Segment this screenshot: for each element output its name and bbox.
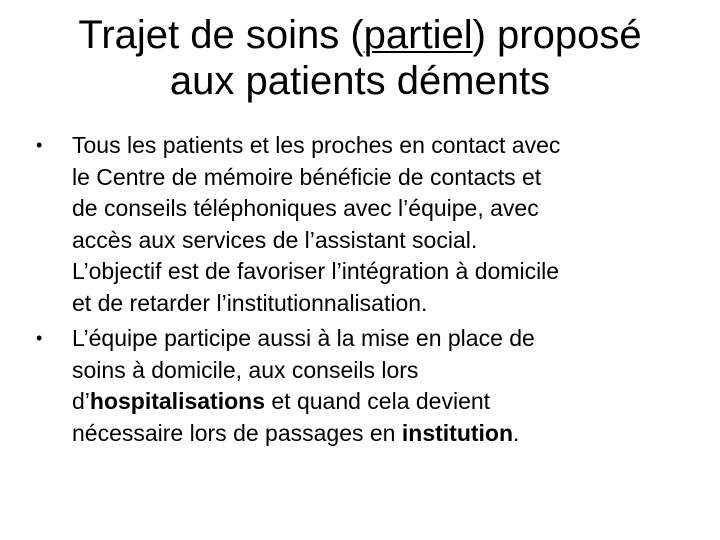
title-line-1 <box>30 12 690 58</box>
title-text: ) proposé <box>472 13 642 57</box>
bullet-line: le Centre de mémoire bénéficie de contacts et <box>72 163 542 190</box>
bullet-text-part: et quand cela devient <box>265 388 491 414</box>
bullet-marker: • <box>36 135 43 155</box>
bullet-text-part: . <box>513 419 520 446</box>
bullet-line: de conseils téléphoniques avec l’équipe, avec <box>72 195 539 221</box>
bold-term-institution: institution <box>401 419 514 446</box>
slide-body <box>30 130 690 453</box>
bullet-text-part: d’ <box>72 388 90 414</box>
bullet-line <box>72 386 690 418</box>
bullet-marker: • <box>36 328 43 348</box>
bullet-line: Tous les patients et les proches en contact avec <box>72 132 561 158</box>
title-text: Trajet de soins ( <box>78 13 364 57</box>
bullet-item-1 <box>30 130 690 319</box>
title-line-2: aux patients déments <box>169 59 551 103</box>
bold-term-hospitalisations: hospitalisations <box>89 388 265 414</box>
bullet-line <box>72 418 690 450</box>
bullet-line: soins à domicile, aux conseils lors <box>72 356 419 383</box>
bullet-text <box>72 130 690 319</box>
bullet-line: L’objectif est de favoriser l’intégration à domicile <box>72 258 560 284</box>
title-underlined-word: partiel <box>363 13 473 57</box>
bullet-item-2 <box>30 323 690 449</box>
bullet-line: L’équipe participe aussi à la mise en place de <box>72 325 535 351</box>
bullet-text-part: nécessaire lors de passages en <box>72 419 402 446</box>
bullet-text <box>72 323 690 449</box>
bullet-line: accès aux services de l’assistant social. <box>72 226 478 253</box>
bullet-line: et de retarder l’institutionnalisation. <box>72 289 428 316</box>
slide-title <box>30 12 690 104</box>
